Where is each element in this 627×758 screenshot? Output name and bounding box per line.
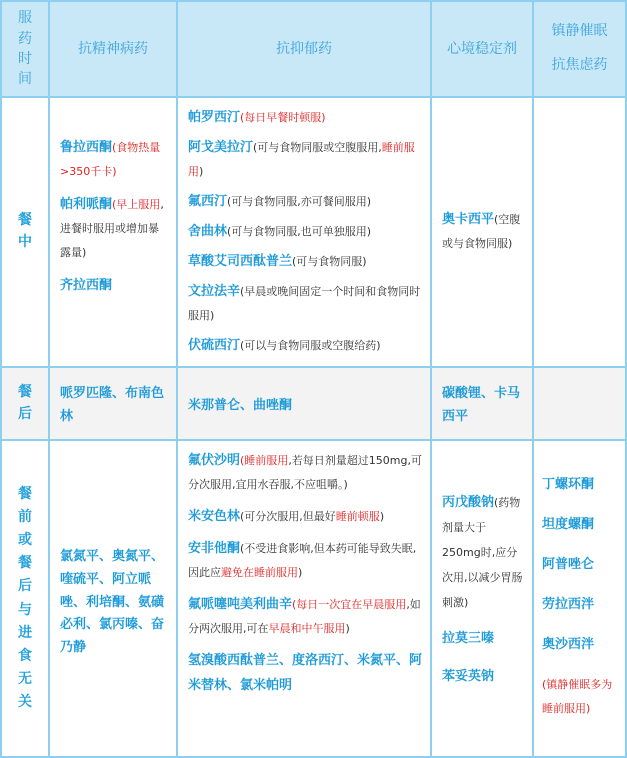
drug-name: 文拉法辛 xyxy=(188,284,241,299)
drug-name: 碳酸锂、卡马西平 xyxy=(442,386,521,424)
drug-entry xyxy=(188,248,422,272)
row-label-during-meal xyxy=(0,96,50,368)
drug-entry xyxy=(188,218,422,242)
cell-after-meal-antipsychotic xyxy=(48,366,178,441)
header-time xyxy=(0,0,50,98)
header-antipsychotic xyxy=(48,0,178,98)
drug-note: ,如分两次服用,可在 xyxy=(188,598,421,635)
row-label-any-time xyxy=(0,439,50,758)
drug-entry xyxy=(542,511,617,535)
drug-name: 氟哌噻吨美利曲辛 xyxy=(188,597,293,612)
drug-entry xyxy=(188,503,422,527)
header-sedative xyxy=(532,0,627,98)
header-time-label: 服药时间 xyxy=(18,10,32,88)
cell-after-meal-sedative xyxy=(532,366,627,441)
drug-entry xyxy=(60,272,168,296)
drug-entry xyxy=(442,663,524,687)
drug-name: 劳拉西泮 xyxy=(542,597,595,612)
row-label-any-time-text: 餐前或餐后与进食无关 xyxy=(18,486,32,710)
drug-note-red: 睡前顿服 xyxy=(335,510,380,523)
drug-name: 舍曲林 xyxy=(188,224,228,239)
cell-after-meal-mood-stabilizer xyxy=(430,366,534,441)
drug-name: 帕利哌酮 xyxy=(60,197,113,212)
drug-note: (不受进食影响,但本药可能导致失眠,因此应 xyxy=(188,542,417,579)
drug-entry xyxy=(188,188,422,212)
drug-entry xyxy=(188,104,422,128)
drug-name: 安非他酮 xyxy=(188,541,241,556)
drug-note-tail: ) xyxy=(298,566,303,579)
cell-any-time-mood-stabilizer xyxy=(430,439,534,758)
drug-entry xyxy=(542,631,617,655)
drug-name: 氟伏沙明 xyxy=(188,453,241,468)
cell-during-meal-antidepressant xyxy=(176,96,432,368)
drug-note-red: (睡前服用 xyxy=(240,454,289,467)
drug-note: ,进餐时服用或增加暴露量) xyxy=(60,198,164,259)
drug-note-red: (每日一次宜在早晨服用 xyxy=(292,598,407,611)
drug-name: 草酸艾司西酞普兰 xyxy=(188,254,293,269)
drug-entry xyxy=(188,134,422,182)
drug-note: (食物热量>350千卡) xyxy=(60,141,161,178)
drug-entry xyxy=(442,206,524,254)
drug-name: 米安色林 xyxy=(188,509,241,524)
drug-entry xyxy=(442,489,524,613)
drug-note-red: (早上服用 xyxy=(112,198,161,211)
cell-during-meal-antipsychotic xyxy=(48,96,178,368)
drug-note-red: (每日早餐时顿服) xyxy=(240,111,326,124)
drug-entry xyxy=(542,591,617,615)
row-label-during-meal-text: 餐中 xyxy=(18,212,32,250)
drug-entry xyxy=(542,671,617,719)
drug-name: 拉莫三嗪 xyxy=(442,631,495,647)
drug-entry xyxy=(188,447,422,495)
drug-note: (可与食物同服或空腹服用, xyxy=(253,141,382,154)
drug-note-tail: ) xyxy=(345,622,350,635)
drug-note: (可以与食物同服或空腹给药) xyxy=(240,339,381,352)
drug-name: 氯氮平、奥氮平、喹硫平、阿立哌唑、利培酮、氨磺必利、氯丙嗪、奋乃静 xyxy=(60,549,165,656)
drug-note: (药物剂量大于250mg时,应分次用,以减少胃肠刺激) xyxy=(442,496,523,609)
cell-after-meal-antidepressant xyxy=(176,366,432,441)
drug-name: 阿戈美拉汀 xyxy=(188,140,254,155)
drug-entry xyxy=(188,332,422,356)
drug-entry xyxy=(188,535,422,583)
drug-name: 哌罗匹隆、布南色林 xyxy=(60,386,165,424)
drug-note: (可与食物同服) xyxy=(292,255,367,268)
drug-name: 鲁拉西酮 xyxy=(60,140,113,155)
drug-note: (可与食物同服,亦可餐间服用) xyxy=(227,195,372,208)
cell-during-meal-mood-stabilizer xyxy=(430,96,534,368)
drug-name: 苯妥英钠 xyxy=(442,669,495,685)
drug-entry xyxy=(60,134,168,182)
sedative-note: (镇静催眠多为睡前服用) xyxy=(542,678,613,715)
drug-entry xyxy=(60,191,168,263)
drug-name: 奥卡西平 xyxy=(442,212,495,227)
drug-name: 氢溴酸西酞普兰、度洛西汀、米氮平、阿米替林、氯米帕明 xyxy=(188,653,423,693)
row-label-after-meal-text: 餐后 xyxy=(18,383,32,422)
drug-entry xyxy=(442,625,524,649)
header-antidepressant xyxy=(176,0,432,98)
cell-any-time-antipsychotic xyxy=(48,439,178,758)
header-antidepressant-label: 抗抑郁药 xyxy=(276,40,332,57)
drug-note-tail: ) xyxy=(379,510,385,523)
row-label-after-meal xyxy=(0,366,50,441)
drug-name: 坦度螺酮 xyxy=(542,517,595,532)
drug-note-red: 避免在睡前服用 xyxy=(221,566,298,579)
drug-note-red: 睡前服用 xyxy=(188,141,415,178)
drug-entry xyxy=(542,471,617,495)
drug-name: 齐拉西酮 xyxy=(60,278,113,293)
drug-note-tail: ) xyxy=(199,165,204,178)
cell-during-meal-sedative xyxy=(532,96,627,368)
drug-note: ,若每日剂量超过150mg,可分次服用,宜用水吞服,不应咀嚼。) xyxy=(188,454,422,491)
drug-name: 伏硫西汀 xyxy=(188,338,241,353)
drug-entry xyxy=(188,591,422,639)
drug-note-red: 早晨和中午服用 xyxy=(268,622,346,635)
header-mood-stabilizer xyxy=(430,0,534,98)
drug-note: (空腹或与食物同服) xyxy=(442,213,521,250)
header-sedative-line2: 抗焦虑药 xyxy=(551,57,608,73)
drug-name: 丙戊酸钠 xyxy=(442,495,495,510)
drug-name: 奥沙西泮 xyxy=(542,637,595,652)
drug-entry xyxy=(542,551,617,575)
drug-entry xyxy=(188,278,422,326)
drug-name: 帕罗西汀 xyxy=(188,110,241,125)
drug-name: 丁螺环酮 xyxy=(542,477,595,492)
drug-name: 氟西汀 xyxy=(188,194,228,209)
drug-note: (可分次服用,但最好 xyxy=(240,510,336,523)
header-antipsychotic-label: 抗精神病药 xyxy=(78,40,148,57)
drug-name: 阿普唑仑 xyxy=(542,557,595,572)
header-mood-stabilizer-label: 心境稳定剂 xyxy=(447,40,517,57)
cell-any-time-antidepressant xyxy=(176,439,432,758)
header-sedative-line1: 镇静催眠 xyxy=(551,23,608,40)
drug-name: 米那普仑、曲唑酮 xyxy=(188,398,293,413)
drug-entry xyxy=(188,647,422,697)
drug-note: (可与食物同服,也可单独服用) xyxy=(227,225,372,238)
cell-any-time-sedative xyxy=(532,439,627,758)
drug-note: (早晨或晚间固定一个时间和食物同时服用) xyxy=(188,285,421,322)
